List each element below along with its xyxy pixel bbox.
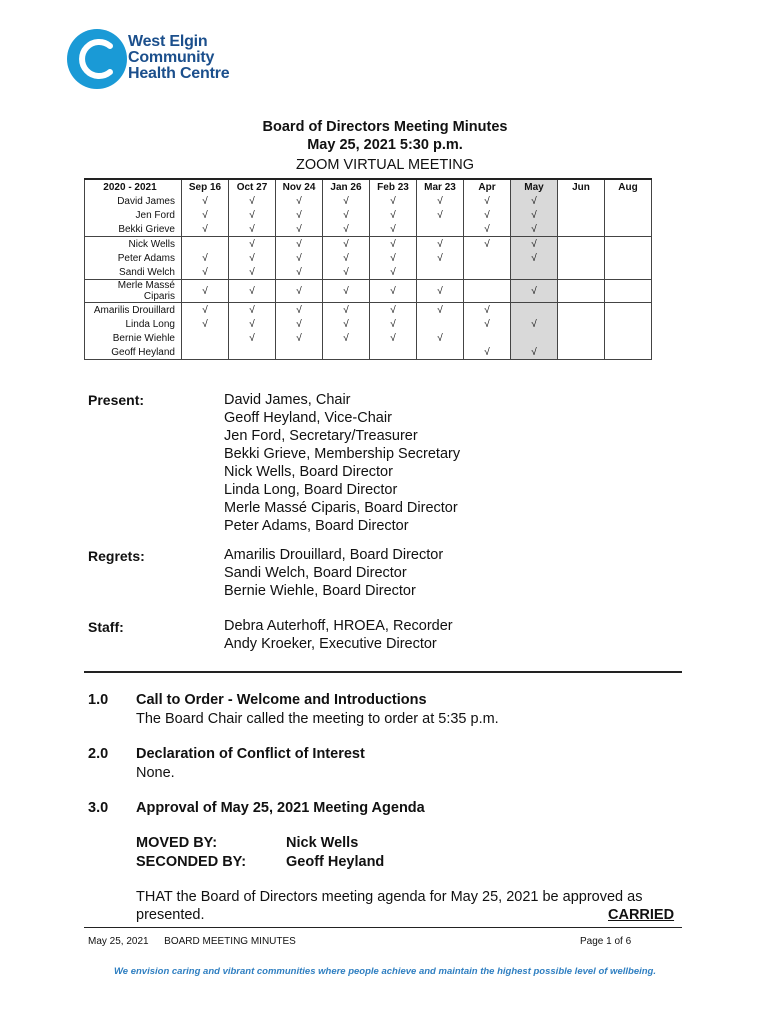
present-person: Geoff Heyland, Vice-Chair <box>224 410 392 426</box>
attendance-mark <box>558 222 605 237</box>
month-header: Aug <box>605 179 652 194</box>
attendance-mark: √ <box>182 303 229 318</box>
document-title: Board of Directors Meeting Minutes <box>262 119 508 135</box>
attendance-table <box>84 178 652 360</box>
attendance-mark: √ <box>323 237 370 252</box>
attendance-mark: √ <box>323 331 370 345</box>
attendance-mark: √ <box>370 331 417 345</box>
member-name: Bernie Wiehle <box>112 332 175 344</box>
vision-statement: We envision caring and vibrant communities where people achieve and maintain the highest possible level of wellbeing. <box>114 966 656 977</box>
present-person: Nick Wells, Board Director <box>224 464 393 480</box>
attendance-mark: √ <box>229 303 276 318</box>
attendance-mark: √ <box>370 251 417 265</box>
member-name: Linda Long <box>125 318 175 330</box>
present-person: Jen Ford, Secretary/Treasurer <box>224 428 418 444</box>
attendance-mark: √ <box>276 222 323 237</box>
attendance-mark: √ <box>276 303 323 318</box>
table-row <box>85 194 652 208</box>
motion-result: CARRIED <box>608 907 675 923</box>
attendance-mark: √ <box>464 317 511 331</box>
table-row <box>85 345 652 360</box>
member-name: Bekki Grieve <box>118 223 175 235</box>
divider <box>84 671 682 673</box>
attendance-mark: √ <box>323 222 370 237</box>
present-person: Linda Long, Board Director <box>224 482 398 498</box>
attendance-mark: √ <box>276 317 323 331</box>
attendance-mark <box>417 222 464 237</box>
attendance-mark <box>605 222 652 237</box>
attendance-mark: √ <box>511 222 558 237</box>
attendance-mark: √ <box>370 265 417 280</box>
attendance-mark <box>605 280 652 303</box>
section-body: None. <box>136 765 175 781</box>
attendance-mark: √ <box>417 303 464 318</box>
attendance-mark: √ <box>370 317 417 331</box>
attendance-mark <box>558 237 605 252</box>
attendance-mark <box>558 251 605 265</box>
attendance-mark <box>558 345 605 360</box>
footer-doc-title: BOARD MEETING MINUTES <box>164 936 296 947</box>
section-title: Approval of May 25, 2021 Meeting Agenda <box>136 800 425 816</box>
attendance-mark: √ <box>511 345 558 360</box>
member-name: Peter Adams <box>117 252 175 264</box>
motion-text-end: presented. <box>136 907 205 923</box>
attendance-mark: √ <box>511 208 558 222</box>
member-name: Jen Ford <box>135 209 175 221</box>
moved-by-label: MOVED BY: <box>136 835 218 851</box>
attendance-mark <box>182 345 229 360</box>
attendance-mark <box>464 265 511 280</box>
month-header: Apr <box>464 179 511 194</box>
staff-list <box>224 617 453 653</box>
attendance-mark: √ <box>323 317 370 331</box>
seconded-by-label: SECONDED BY: <box>136 854 247 870</box>
month-header: Jan 26 <box>323 179 370 194</box>
attendance-mark: √ <box>229 251 276 265</box>
regrets-label: Regrets: <box>88 548 145 564</box>
attendance-mark: √ <box>417 208 464 222</box>
staff-person: Debra Auterhoff, HROEA, Recorder <box>224 618 453 634</box>
attendance-mark: √ <box>323 303 370 318</box>
attendance-mark <box>182 237 229 252</box>
table-row <box>85 237 652 252</box>
attendance-mark: √ <box>417 280 464 303</box>
table-row <box>85 265 652 280</box>
staff-label: Staff: <box>88 619 124 635</box>
month-header: Sep 16 <box>182 179 229 194</box>
attendance-mark: √ <box>182 317 229 331</box>
attendance-mark <box>464 251 511 265</box>
present-person: Merle Massé Ciparis, Board Director <box>224 500 458 516</box>
month-header: Feb 23 <box>370 179 417 194</box>
meeting-location: ZOOM VIRTUAL MEETING <box>295 157 475 173</box>
present-list <box>224 391 460 535</box>
member-name: Nick Wells <box>85 237 182 252</box>
footer-date: May 25, 2021 <box>88 936 149 947</box>
attendance-mark <box>370 345 417 360</box>
member-name: Sandi Welch <box>119 266 175 278</box>
present-person: Bekki Grieve, Membership Secretary <box>224 446 461 462</box>
attendance-mark: √ <box>323 208 370 222</box>
attendance-mark: √ <box>276 265 323 280</box>
attendance-mark: √ <box>511 237 558 252</box>
attendance-mark: √ <box>370 222 417 237</box>
attendance-mark: √ <box>229 208 276 222</box>
table-row <box>85 251 652 265</box>
attendance-mark: √ <box>323 280 370 303</box>
month-header: Jun <box>558 179 605 194</box>
attendance-mark <box>511 331 558 345</box>
table-header-row <box>85 179 652 194</box>
attendance-mark <box>605 251 652 265</box>
attendance-mark: √ <box>511 317 558 331</box>
footer-divider <box>84 927 682 928</box>
attendance-mark <box>605 345 652 360</box>
attendance-mark: √ <box>370 194 417 208</box>
attendance-mark: √ <box>182 222 229 237</box>
member-name: Geoff Heyland <box>85 345 182 360</box>
attendance-mark: √ <box>464 237 511 252</box>
staff-person: Andy Kroeker, Executive Director <box>224 636 437 652</box>
section-number: 1.0 <box>88 692 109 708</box>
attendance-mark: √ <box>276 331 323 345</box>
attendance-mark: √ <box>276 194 323 208</box>
attendance-mark: √ <box>229 280 276 303</box>
attendance-mark: √ <box>182 265 229 280</box>
attendance-mark <box>605 303 652 318</box>
attendance-mark <box>558 280 605 303</box>
attendance-mark: √ <box>276 208 323 222</box>
attendance-mark <box>511 303 558 318</box>
logo-line-1: West Elgin <box>128 33 208 50</box>
attendance-mark: √ <box>417 194 464 208</box>
motion-text: THAT the Board of Directors meeting agenda for May 25, 2021 be approved as <box>136 889 643 905</box>
present-label: Present: <box>88 392 145 408</box>
attendance-mark <box>229 345 276 360</box>
attendance-mark: √ <box>464 303 511 318</box>
attendance-mark: √ <box>417 331 464 345</box>
year-label: 2020 - 2021 <box>85 179 182 194</box>
regrets-person: Sandi Welch, Board Director <box>224 565 407 581</box>
seconded-by-name: Geoff Heyland <box>286 854 385 870</box>
attendance-mark <box>558 265 605 280</box>
attendance-mark <box>605 194 652 208</box>
attendance-mark: √ <box>229 317 276 331</box>
attendance-mark <box>417 345 464 360</box>
page-number: Page 1 of 6 <box>580 936 632 947</box>
logo-icon <box>66 28 128 90</box>
present-person: David James, Chair <box>224 392 351 408</box>
member-name: Merle Massé Ciparis <box>85 280 182 303</box>
attendance-mark <box>558 331 605 345</box>
attendance-mark: √ <box>276 237 323 252</box>
section-title: Declaration of Conflict of Interest <box>136 746 365 762</box>
month-header: Nov 24 <box>276 179 323 194</box>
attendance-mark: √ <box>464 345 511 360</box>
section-body: The Board Chair called the meeting to order at 5:35 p.m. <box>136 711 499 727</box>
attendance-mark: √ <box>323 265 370 280</box>
attendance-mark <box>182 331 229 345</box>
attendance-mark <box>605 317 652 331</box>
section-number: 2.0 <box>88 746 109 762</box>
month-header: May <box>511 179 558 194</box>
attendance-mark <box>464 280 511 303</box>
attendance-mark <box>605 331 652 345</box>
attendance-mark <box>323 345 370 360</box>
attendance-mark: √ <box>229 265 276 280</box>
attendance-mark <box>558 194 605 208</box>
attendance-mark: √ <box>229 331 276 345</box>
attendance-mark: √ <box>464 222 511 237</box>
attendance-mark <box>511 265 558 280</box>
attendance-mark <box>417 265 464 280</box>
attendance-mark: √ <box>370 303 417 318</box>
attendance-mark: √ <box>229 222 276 237</box>
attendance-mark <box>417 317 464 331</box>
member-name: Amarilis Drouillard <box>85 303 182 318</box>
attendance-mark: √ <box>229 194 276 208</box>
attendance-mark: √ <box>511 251 558 265</box>
attendance-mark <box>605 208 652 222</box>
attendance-mark: √ <box>276 280 323 303</box>
meeting-date: May 25, 2021 5:30 p.m. <box>307 137 463 153</box>
attendance-mark: √ <box>182 194 229 208</box>
table-row <box>85 280 652 303</box>
regrets-list <box>224 546 443 600</box>
attendance-mark: √ <box>511 194 558 208</box>
attendance-mark: √ <box>464 208 511 222</box>
attendance-mark: √ <box>417 251 464 265</box>
table-row <box>85 317 652 331</box>
footer-info <box>88 936 296 947</box>
table-row <box>85 208 652 222</box>
attendance-mark: √ <box>276 251 323 265</box>
attendance-mark: √ <box>511 280 558 303</box>
attendance-mark: √ <box>370 208 417 222</box>
attendance-mark <box>464 331 511 345</box>
section-number: 3.0 <box>88 800 109 816</box>
attendance-mark <box>558 208 605 222</box>
attendance-mark: √ <box>417 237 464 252</box>
moved-by-name: Nick Wells <box>286 835 359 851</box>
attendance-mark: √ <box>323 194 370 208</box>
section-title: Call to Order - Welcome and Introductions <box>136 692 427 708</box>
attendance-mark <box>276 345 323 360</box>
attendance-mark: √ <box>323 251 370 265</box>
attendance-mark: √ <box>182 280 229 303</box>
attendance-mark <box>558 303 605 318</box>
attendance-mark: √ <box>370 237 417 252</box>
attendance-mark: √ <box>464 194 511 208</box>
attendance-mark <box>605 237 652 252</box>
table-row <box>85 331 652 345</box>
attendance-mark <box>605 265 652 280</box>
attendance-mark: √ <box>182 208 229 222</box>
table-row <box>85 303 652 318</box>
logo-line-2: Community <box>128 49 215 66</box>
attendance-mark: √ <box>229 237 276 252</box>
regrets-person: Bernie Wiehle, Board Director <box>224 583 416 599</box>
month-header: Mar 23 <box>417 179 464 194</box>
logo-line-3: Health Centre <box>128 65 230 82</box>
present-person: Peter Adams, Board Director <box>224 518 409 534</box>
attendance-mark: √ <box>182 251 229 265</box>
organization-name <box>128 34 229 82</box>
table-row <box>85 222 652 237</box>
member-name: David James <box>117 195 175 207</box>
month-header: Oct 27 <box>229 179 276 194</box>
regrets-person: Amarilis Drouillard, Board Director <box>224 547 444 563</box>
attendance-mark <box>558 317 605 331</box>
attendance-mark: √ <box>370 280 417 303</box>
